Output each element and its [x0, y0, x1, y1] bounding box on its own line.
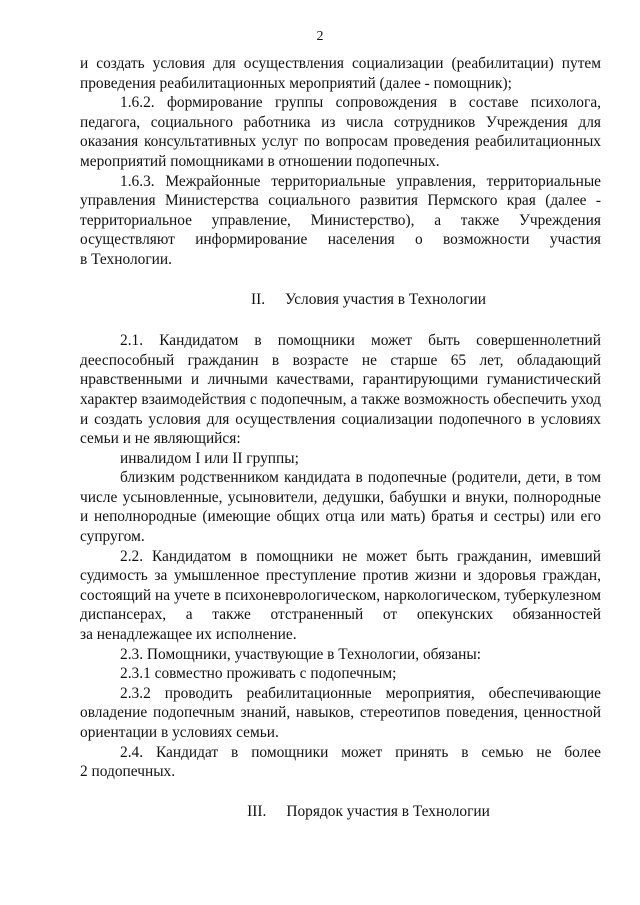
paragraph-1-6-3 — [80, 172, 601, 270]
text-line: 2.2. Кандидатом в помощники не может быть гражданин, имевший — [120, 547, 601, 565]
text-line: и неполнородные (имеющие общих отца или мать) братья и сестры) или его — [80, 508, 601, 526]
text-line: состоящий на учете в психоневрологическом, наркологическом, туберкулезном — [80, 586, 601, 604]
text-line: семьи и не являющийся: — [80, 430, 241, 448]
text-line: проведения реабилитационных мероприятий (далее - помощник); — [80, 74, 512, 92]
text-line: 2 подопечных. — [80, 763, 176, 781]
paragraph-2-2 — [80, 547, 601, 645]
paragraph-2-4 — [80, 743, 601, 782]
section-number: II. — [251, 290, 266, 308]
text-line: осуществляют информирование населения о возможности участия — [80, 231, 601, 249]
text-line: 2.1. Кандидатом в помощники может быть совершеннолетний — [120, 332, 601, 350]
text-line: близким родственником кандидата в подопечные (родители, дети, в том — [120, 469, 601, 487]
text-line: 1.6.3. Межрайонные территориальные управления, территориальные — [120, 172, 601, 190]
paragraph-2-1 — [80, 331, 601, 449]
text-line: территориальное управление, Министерство), а также Учреждения — [80, 211, 601, 229]
section-heading-2 — [80, 290, 601, 310]
text-line: 1.6.2. формирование группы сопровождения в составе психолога, — [120, 94, 601, 112]
text-line: дееспособный гражданин в возрасте не старше 65 лет, обладающий — [80, 351, 601, 369]
paragraph-relative — [80, 468, 601, 546]
paragraph-2-3: 2.3. Помощники, участвующие в Технологии, обязаны: — [120, 645, 481, 663]
section-title: Условия участия в Технологии — [285, 290, 486, 308]
text-line: 2.4. Кандидат в помощники может принять в семью не более — [120, 743, 601, 761]
paragraph-2-3-1: 2.3.1 совместно проживать с подопечным; — [120, 665, 397, 683]
paragraph-2-3-2 — [80, 684, 601, 743]
document-body — [80, 54, 601, 821]
text-line: ориентации в условиях семьи. — [80, 724, 279, 741]
text-line: судимость за умышленное преступление против жизни и здоровья граждан, — [80, 567, 601, 585]
text-line: оказания консультативных услуг по вопросам проведения реабилитационных — [80, 133, 601, 151]
text-line: за ненадлежащее их исполнение. — [80, 626, 297, 644]
text-line: характер взаимодействия с подопечным, а также возможность обеспечить уход — [80, 390, 601, 408]
text-line: в Технологии. — [80, 250, 172, 268]
paragraph-continuation — [80, 54, 601, 93]
text-line: и создать условия для осуществления социализации (реабилитации) путем — [80, 55, 601, 72]
text-line: управления Министерства социального развития Пермского края (далее - — [80, 192, 601, 210]
page-number: 2 — [316, 29, 324, 44]
section-number: III. — [247, 802, 267, 820]
paragraph-1-6-2 — [80, 93, 601, 171]
text-line: овладение подопечным знаний, навыков, стереотипов поведения, ценностной — [80, 704, 601, 722]
text-line: педагога, социального работника из числа сотрудников Учреждения для — [80, 113, 601, 131]
text-line: нравственными и личными качествами, гарантирующими гуманистический — [80, 371, 601, 389]
text-line: диспансерах, а также отстраненный от опекунских обязанностей — [80, 606, 601, 624]
list-item-disabled: инвалидом I или II группы; — [120, 449, 299, 467]
text-line: и создать условия для осуществления социализации подопечного в условиях — [80, 410, 601, 428]
text-line: 2.3.2 проводить реабилитационные мероприятия, обеспечивающие — [120, 684, 601, 702]
text-line: числе усыновленные, усыновители, дедушки, бабушки и внуки, полнородные — [80, 488, 601, 506]
section-heading-3 — [80, 802, 601, 822]
text-line: супругом. — [80, 528, 145, 546]
text-line: мероприятий помощниками в отношении подопечных. — [80, 152, 440, 170]
section-title: Порядок участия в Технологии — [286, 802, 490, 820]
